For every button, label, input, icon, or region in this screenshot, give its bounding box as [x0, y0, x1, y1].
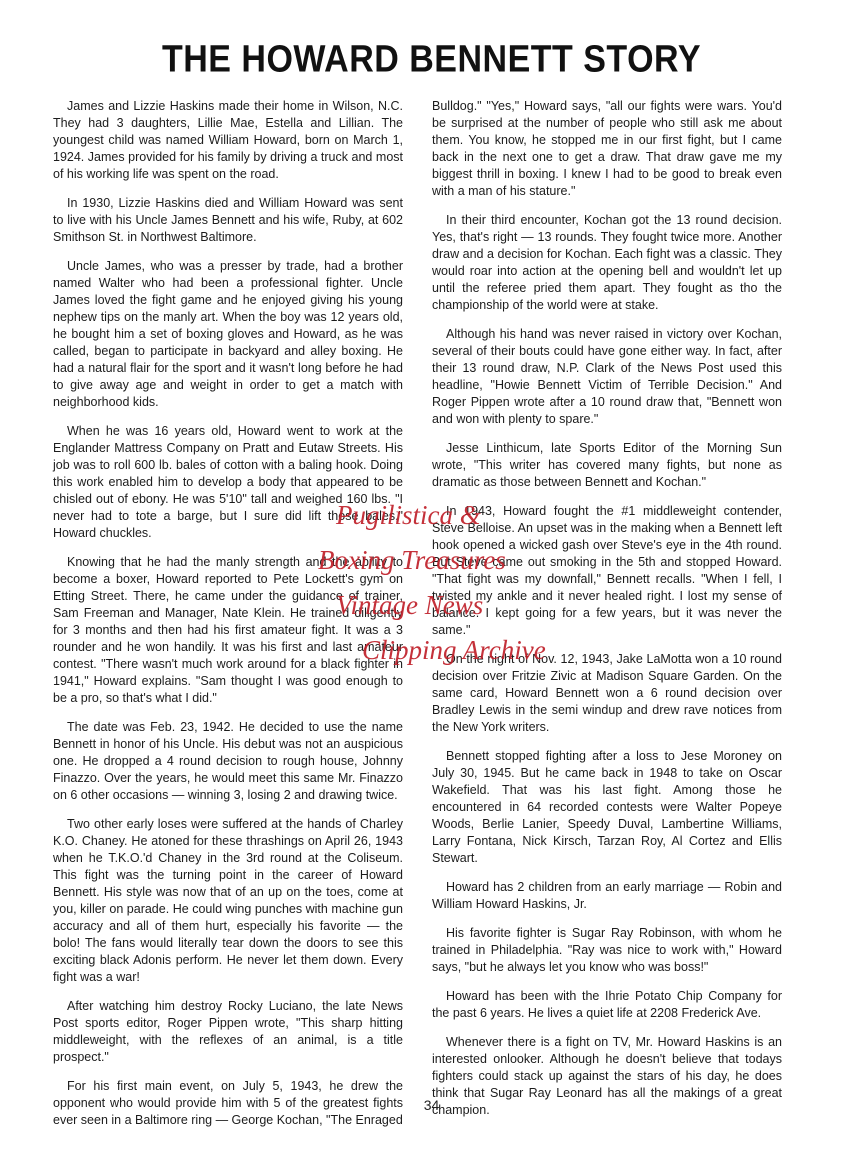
paragraph: In their third encounter, Kochan got the 13 round decision. Yes, that's right — 13 rounds. They fought twice more. Another draw and a decision for Kochan. Each fight was a classic. They would roar into action at the opening bell and wouldn't let up until the referee pried them apart. They fought as tho the championship of the world were at stake. — [432, 213, 782, 312]
paragraph: Howard has 2 children from an early marriage — Robin and William Howard Haskins, Jr. — [432, 880, 782, 911]
paragraph: After watching him destroy Rocky Luciano, the late News Post sports editor, Roger Pippen wrote, "This sharp hitting middleweight, with the reflexes of an animal, is a title prospect." — [53, 999, 403, 1064]
paragraph: Knowing that he had the manly strength and the ability to become a boxer, Howard reported to Pete Lockett's gym on Etting Street. There, he came under the guidance of trainer, Sam Freeman and Manager, Nate Klein. He trained diligently for 3 months and then had his first amateur fight. It was a 3 rounder and he won handily. It was his first and last amateur contest. "There wasn't much work around for a black fighter in 1941," Howard explains. "Sam thought I was good enough to be a pro, so that's what I did." — [53, 555, 403, 705]
paragraph: Howard has been with the Ihrie Potato Chip Company for the past 6 years. He lives a quiet life at 2208 Frederick Ave. — [432, 989, 782, 1020]
watermark-line: Boxing Treasures — [318, 545, 506, 575]
paragraph: For his first main event, on July 5, 1943, he drew the opponent who would provide him with 5 of the greatest fights ever seen in a Baltimore ring — George Kochan, "The Enraged — [53, 1079, 403, 1127]
paragraph: When he was 16 years old, Howard went to work at the Englander Mattress Company on Pratt and Eutaw Streets. His job was to roll 600 lb. bales of cotton with a baling hook. Doing this work enabled him to develop a body that appeared to be chisled out of ebony. He was 5'10" tall and weighed 160 lbs. "I never had to tote a barge, but I sure did lift those bales," Howard chuckles. — [53, 424, 403, 540]
paragraph: Bennett stopped fighting after a loss to Jese Moroney on July 30, 1945. But he came back in 1948 to take on Oscar Wakefield. That was his last fight. Among those he encountered in 64 recorded contests were Walter Popeye Woods, Berlie Lanier, Speedy Duval, Lambertine Williams, Larry Fontana, Nick Kirsch, Tarzan Roy, Al Cortez and Ellis Stewart. — [432, 749, 782, 865]
paragraph: Although his hand was never raised in victory over Kochan, several of their bouts could have gone either way. In fact, after their 13 round draw, N.P. Clark of the News Post used this headline, "Howie Bennett Victim of Terrible Decision." And Roger Pippen wrote after a 10 round draw that, "Bennett won and won with plenty to spare." — [432, 327, 782, 426]
paragraph: In 1930, Lizzie Haskins died and William Howard was sent to live with his Uncle James Bennett and his wife, Ruby, at 602 Smithson St. in Northwest Baltimore. — [53, 196, 403, 244]
paragraph: In 1943, Howard fought the #1 middleweight contender, Steve Belloise. An upset was in the making when a Bennett left hook opened a wicked gash over Steve's eye in the 4th round. But Steve came out smoking in the 5th and stopped Howard. "That fight was my downfall," Bennett recalls. "When I fell, I twisted my ankle and it never healed right. I lost my sense of balance. I kept going for a few years, but it was never the same." — [432, 504, 782, 637]
paragraph: Bulldog." "Yes," Howard says, "all our fights were wars. You'd be surprised at the number of people who still ask me about them. You know, he stopped me in our first fight, but I came back in the next one to get a draw. That draw gave me my biggest thrill in boxing. I knew I had to be good to break even with a man of his stature." — [432, 99, 782, 198]
watermark-line: Vintage News — [336, 590, 484, 620]
paragraph: Jesse Linthicum, late Sports Editor of the Morning Sun wrote, "This writer has covered many fights, but none as dramatic as those between Bennett and Kochan." — [432, 441, 782, 489]
paragraph: On the night of Nov. 12, 1943, Jake LaMotta won a 10 round decision over Fritzie Zivic at Madison Square Garden. On the same card, Howard Bennett won a 6 round decision over Bradley Lewis in the semi windup and drew rave notices from the New York writers. — [432, 652, 782, 734]
right-column — [432, 98, 782, 1131]
page-number: 34 — [423, 1097, 440, 1113]
paragraph: Uncle James, who was a presser by trade, had a brother named Walter who had been a professional fighter. Uncle James loved the fight game and he enjoyed giving his young nephew tips on the manly art. When the boy was 12 years old, he bought him a set of boxing gloves and Howard, as he was called, began to participate in backyard and alley boxing. He had a natural flair for the sport and it wasn't long before he had to give away age and weight in order to get a match with neighborhood kids. — [53, 259, 403, 409]
watermark-line: Pugilistica & — [336, 500, 481, 530]
paragraph: James and Lizzie Haskins made their home in Wilson, N.C. They had 3 daughters, Lillie Mae, Estella and Lillian. The youngest child was named William Howard, born on March 1, 1924. James provided for his family by driving a truck and most of his working life was spent on the road. — [53, 99, 403, 181]
paragraph: Whenever there is a fight on TV, Mr. Howard Haskins is an interested onlooker. Although he doesn't believe that todays fighters could stack up against the stars of his day, he does think that Sugar Ray Leonard has all the makings of a great champion. — [432, 1035, 782, 1117]
paragraph: Two other early loses were suffered at the hands of Charley K.O. Chaney. He atoned for these thrashings on April 26, 1943 when he T.K.O.'d Chaney in the 3rd round at the Coliseum. This fight was the turning point in the career of Howard Bennett. His style was now that of an up on the toes, come at you, killer on parade. He could wing punches with machine gun accuracy and all of them hurt, especially his favorite — the bolo! The fans would literally tear down the doors to see this exciting black Adonis perform. He never let them down. Every fight was a war! — [53, 817, 403, 984]
page-title: THE HOWARD BENNETT STORY — [161, 38, 702, 81]
watermark-line: Clipping Archive — [362, 635, 546, 665]
paragraph: The date was Feb. 23, 1942. He decided to use the name Bennett in honor of his Uncle. His debut was not an auspicious one. He dropped a 4 round decision to rough house, Johnny Finazzo. Over the years, he would meet this same Mr. Finazzo on 6 other occasions — winning 3, losing 2 and drawing twice. — [53, 720, 403, 802]
left-column — [53, 98, 403, 1141]
paragraph: His favorite fighter is Sugar Ray Robinson, with whom he trained in Philadelphia. "Ray was nice to work with," Howard says, "but he always let you know who was boss!" — [432, 926, 782, 974]
